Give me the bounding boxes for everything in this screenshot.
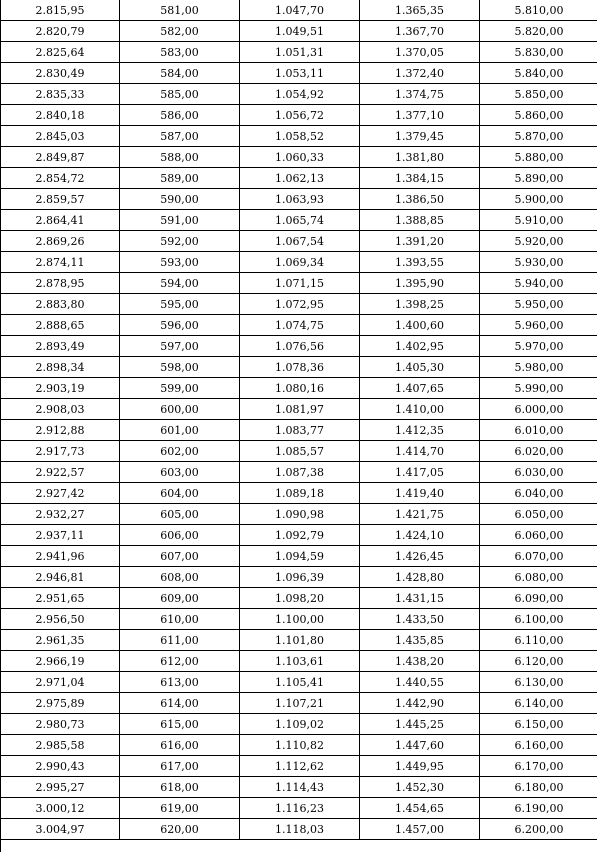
table-row [1,420,597,441]
table-cell-col-4: 1.440,55 [360,672,480,693]
table-cell-col-1: 2.946,81 [1,567,120,588]
table-cell-col-4: 1.431,15 [360,588,480,609]
table-cell-col-4: 1.447,60 [360,735,480,756]
table-cell-col-2: 620,00 [120,819,240,840]
table-cell-col-1: 2.859,57 [1,189,120,210]
table-row [1,0,597,21]
table-cell-col-4: 1.433,50 [360,609,480,630]
table-cell-col-4: 1.412,35 [360,420,480,441]
table-cell-col-5: 6.160,00 [480,735,597,756]
table-cell-col-1: 2.835,33 [1,84,120,105]
table-row [1,819,597,840]
table-cell-col-5: 5.960,00 [480,315,597,336]
table-row [1,777,597,798]
value-table [1,0,597,840]
table-cell-col-4: 1.414,70 [360,441,480,462]
table-cell-col-2: 612,00 [120,651,240,672]
table-cell-col-4: 1.402,95 [360,336,480,357]
table-row [1,609,597,630]
table-cell-col-4: 1.372,40 [360,63,480,84]
table-cell-col-3: 1.089,18 [240,483,360,504]
table-cell-col-2: 596,00 [120,315,240,336]
table-cell-col-3: 1.063,93 [240,189,360,210]
table-cell-col-1: 2.922,57 [1,462,120,483]
table-cell-col-1: 2.845,03 [1,126,120,147]
table-cell-col-4: 1.367,70 [360,21,480,42]
table-cell-col-3: 1.053,11 [240,63,360,84]
table-cell-col-5: 6.200,00 [480,819,597,840]
table-row [1,693,597,714]
table-cell-col-4: 1.388,85 [360,210,480,231]
table-cell-col-1: 2.990,43 [1,756,120,777]
table-cell-col-2: 588,00 [120,147,240,168]
table-row [1,315,597,336]
table-cell-col-3: 1.062,13 [240,168,360,189]
table-cell-col-2: 617,00 [120,756,240,777]
table-row [1,504,597,525]
table-cell-col-3: 1.051,31 [240,42,360,63]
table-cell-col-1: 2.951,65 [1,588,120,609]
table-cell-col-1: 2.878,95 [1,273,120,294]
table-cell-col-2: 618,00 [120,777,240,798]
table-cell-col-1: 2.903,19 [1,378,120,399]
table-cell-col-5: 5.830,00 [480,42,597,63]
table-row [1,525,597,546]
table-row [1,798,597,819]
table-cell-col-3: 1.083,77 [240,420,360,441]
table-cell-col-3: 1.118,03 [240,819,360,840]
table-cell-col-2: 584,00 [120,63,240,84]
table-cell-col-3: 1.071,15 [240,273,360,294]
table-cell-col-3: 1.094,59 [240,546,360,567]
table-cell-col-2: 600,00 [120,399,240,420]
table-cell-col-4: 1.370,05 [360,42,480,63]
table-row [1,399,597,420]
table-cell-col-3: 1.105,41 [240,672,360,693]
table-row [1,210,597,231]
table-cell-col-4: 1.410,00 [360,399,480,420]
value-table-body [1,0,597,840]
table-cell-col-3: 1.081,97 [240,399,360,420]
table-cell-col-2: 610,00 [120,609,240,630]
table-cell-col-2: 619,00 [120,798,240,819]
table-cell-col-4: 1.374,75 [360,84,480,105]
table-cell-col-5: 5.940,00 [480,273,597,294]
table-cell-col-3: 1.054,92 [240,84,360,105]
table-cell-col-1: 2.849,87 [1,147,120,168]
table-cell-col-3: 1.085,57 [240,441,360,462]
table-row [1,546,597,567]
table-cell-col-4: 1.379,45 [360,126,480,147]
table-row [1,588,597,609]
table-row [1,336,597,357]
table-cell-col-4: 1.452,30 [360,777,480,798]
table-cell-col-2: 582,00 [120,21,240,42]
table-cell-col-5: 6.050,00 [480,504,597,525]
table-cell-col-4: 1.391,20 [360,231,480,252]
table-cell-col-4: 1.454,65 [360,798,480,819]
table-cell-col-5: 6.170,00 [480,756,597,777]
table-cell-col-3: 1.090,98 [240,504,360,525]
table-cell-col-3: 1.074,75 [240,315,360,336]
table-cell-col-5: 5.920,00 [480,231,597,252]
table-cell-col-5: 6.060,00 [480,525,597,546]
table-cell-col-1: 2.898,34 [1,357,120,378]
table-cell-col-4: 1.405,30 [360,357,480,378]
table-row [1,630,597,651]
table-cell-col-4: 1.435,85 [360,630,480,651]
table-cell-col-2: 598,00 [120,357,240,378]
table-cell-col-3: 1.076,56 [240,336,360,357]
table-cell-col-3: 1.072,95 [240,294,360,315]
table-cell-col-2: 602,00 [120,441,240,462]
table-cell-col-3: 1.101,80 [240,630,360,651]
table-cell-col-5: 5.810,00 [480,0,597,21]
table-cell-col-1: 2.980,73 [1,714,120,735]
table-row [1,189,597,210]
table-cell-col-1: 3.000,12 [1,798,120,819]
table-cell-col-5: 6.190,00 [480,798,597,819]
table-cell-col-4: 1.457,00 [360,819,480,840]
table-cell-col-2: 614,00 [120,693,240,714]
table-cell-col-1: 2.815,95 [1,0,120,21]
table-cell-col-2: 587,00 [120,126,240,147]
table-cell-col-5: 6.070,00 [480,546,597,567]
table-cell-col-4: 1.426,45 [360,546,480,567]
table-cell-col-2: 611,00 [120,630,240,651]
table-cell-col-4: 1.417,05 [360,462,480,483]
table-cell-col-5: 5.910,00 [480,210,597,231]
table-cell-col-1: 2.869,26 [1,231,120,252]
table-cell-col-5: 6.090,00 [480,588,597,609]
table-cell-col-2: 592,00 [120,231,240,252]
table-cell-col-5: 5.950,00 [480,294,597,315]
table-cell-col-5: 5.880,00 [480,147,597,168]
table-row [1,168,597,189]
table-row [1,672,597,693]
table-cell-col-3: 1.114,43 [240,777,360,798]
table-row [1,441,597,462]
table-cell-col-4: 1.445,25 [360,714,480,735]
table-cell-col-2: 589,00 [120,168,240,189]
table-cell-col-4: 1.438,20 [360,651,480,672]
table-cell-col-2: 586,00 [120,105,240,126]
table-cell-col-1: 2.971,04 [1,672,120,693]
table-cell-col-1: 2.820,79 [1,21,120,42]
table-row [1,294,597,315]
table-cell-col-5: 5.930,00 [480,252,597,273]
table-cell-col-2: 604,00 [120,483,240,504]
table-cell-col-5: 6.080,00 [480,567,597,588]
table-row [1,42,597,63]
table-cell-col-1: 2.966,19 [1,651,120,672]
table-cell-col-5: 5.860,00 [480,105,597,126]
table-row [1,378,597,399]
table-cell-col-3: 1.080,16 [240,378,360,399]
table-cell-col-2: 615,00 [120,714,240,735]
table-cell-col-4: 1.386,50 [360,189,480,210]
table-cell-col-2: 593,00 [120,252,240,273]
table-cell-col-1: 2.937,11 [1,525,120,546]
table-cell-col-4: 1.442,90 [360,693,480,714]
table-row [1,21,597,42]
table-cell-col-5: 6.030,00 [480,462,597,483]
table-row [1,735,597,756]
table-cell-col-5: 6.110,00 [480,630,597,651]
table-cell-col-2: 591,00 [120,210,240,231]
table-cell-col-2: 597,00 [120,336,240,357]
table-row [1,273,597,294]
table-cell-col-4: 1.428,80 [360,567,480,588]
table-cell-col-4: 1.393,55 [360,252,480,273]
table-cell-col-3: 1.112,62 [240,756,360,777]
table-row [1,105,597,126]
table-cell-col-3: 1.103,61 [240,651,360,672]
table-row [1,252,597,273]
table-cell-col-4: 1.449,95 [360,756,480,777]
table-cell-col-3: 1.087,38 [240,462,360,483]
table-cell-col-3: 1.060,33 [240,147,360,168]
table-cell-col-2: 585,00 [120,84,240,105]
table-cell-col-1: 2.874,11 [1,252,120,273]
table-cell-col-4: 1.398,25 [360,294,480,315]
table-cell-col-1: 2.883,80 [1,294,120,315]
table-cell-col-3: 1.110,82 [240,735,360,756]
table-cell-col-1: 2.893,49 [1,336,120,357]
table-cell-col-1: 2.888,65 [1,315,120,336]
table-cell-col-5: 6.150,00 [480,714,597,735]
table-cell-col-1: 2.932,27 [1,504,120,525]
table-cell-col-3: 1.056,72 [240,105,360,126]
table-cell-col-1: 2.840,18 [1,105,120,126]
table-cell-col-3: 1.100,00 [240,609,360,630]
table-row [1,567,597,588]
table-cell-col-1: 2.995,27 [1,777,120,798]
table-row [1,231,597,252]
table-cell-col-5: 6.100,00 [480,609,597,630]
table-cell-col-2: 599,00 [120,378,240,399]
table-cell-col-3: 1.109,02 [240,714,360,735]
table-cell-col-5: 6.180,00 [480,777,597,798]
table-cell-col-4: 1.365,35 [360,0,480,21]
table-cell-col-5: 5.900,00 [480,189,597,210]
table-cell-col-5: 6.000,00 [480,399,597,420]
table-cell-col-4: 1.424,10 [360,525,480,546]
table-cell-col-5: 6.020,00 [480,441,597,462]
table-row [1,126,597,147]
table-cell-col-1: 2.864,41 [1,210,120,231]
table-cell-col-3: 1.116,23 [240,798,360,819]
table-cell-col-2: 607,00 [120,546,240,567]
table-cell-col-2: 581,00 [120,0,240,21]
table-cell-col-1: 2.917,73 [1,441,120,462]
table-cell-col-3: 1.078,36 [240,357,360,378]
table-cell-col-1: 3.004,97 [1,819,120,840]
table-cell-col-1: 2.956,50 [1,609,120,630]
table-cell-col-2: 601,00 [120,420,240,441]
table-cell-col-2: 590,00 [120,189,240,210]
table-cell-col-1: 2.941,96 [1,546,120,567]
table-row [1,63,597,84]
table-cell-col-2: 605,00 [120,504,240,525]
table-cell-col-5: 5.850,00 [480,84,597,105]
table-cell-col-5: 6.130,00 [480,672,597,693]
table-cell-col-4: 1.377,10 [360,105,480,126]
table-cell-col-4: 1.400,60 [360,315,480,336]
table-cell-col-1: 2.825,64 [1,42,120,63]
table-cell-col-5: 5.970,00 [480,336,597,357]
table-cell-col-3: 1.098,20 [240,588,360,609]
table-cell-col-1: 2.908,03 [1,399,120,420]
table-cell-col-2: 609,00 [120,588,240,609]
table-cell-col-1: 2.830,49 [1,63,120,84]
table-cell-col-2: 616,00 [120,735,240,756]
table-cell-col-2: 595,00 [120,294,240,315]
table-cell-col-4: 1.419,40 [360,483,480,504]
table-cell-col-1: 2.912,88 [1,420,120,441]
table-cell-col-2: 613,00 [120,672,240,693]
table-cell-col-5: 6.120,00 [480,651,597,672]
table-cell-col-2: 594,00 [120,273,240,294]
table-row [1,483,597,504]
table-cell-col-3: 1.069,34 [240,252,360,273]
table-cell-col-1: 2.927,42 [1,483,120,504]
table-row [1,714,597,735]
table-cell-col-2: 606,00 [120,525,240,546]
table-cell-col-1: 2.961,35 [1,630,120,651]
table-cell-col-4: 1.381,80 [360,147,480,168]
table-row [1,147,597,168]
table-cell-col-3: 1.047,70 [240,0,360,21]
table-cell-col-1: 2.985,58 [1,735,120,756]
table-cell-col-3: 1.065,74 [240,210,360,231]
table-cell-col-5: 6.140,00 [480,693,597,714]
table-row [1,357,597,378]
table-cell-col-4: 1.395,90 [360,273,480,294]
table-cell-col-5: 5.980,00 [480,357,597,378]
table-cell-col-4: 1.421,75 [360,504,480,525]
table-cell-col-2: 583,00 [120,42,240,63]
table-cell-col-3: 1.107,21 [240,693,360,714]
table-cell-col-3: 1.067,54 [240,231,360,252]
table-cell-col-4: 1.384,15 [360,168,480,189]
table-cell-col-3: 1.058,52 [240,126,360,147]
table-row [1,84,597,105]
table-row [1,756,597,777]
table-cell-col-5: 5.870,00 [480,126,597,147]
table-cell-col-5: 5.990,00 [480,378,597,399]
table-cell-col-5: 5.840,00 [480,63,597,84]
table-cell-col-3: 1.049,51 [240,21,360,42]
table-cell-col-3: 1.092,79 [240,525,360,546]
table-cell-col-5: 6.010,00 [480,420,597,441]
table-cell-col-5: 5.820,00 [480,21,597,42]
table-cell-col-3: 1.096,39 [240,567,360,588]
table-cell-col-5: 5.890,00 [480,168,597,189]
table-cell-col-5: 6.040,00 [480,483,597,504]
table-cell-col-1: 2.975,89 [1,693,120,714]
table-cell-col-2: 608,00 [120,567,240,588]
table-row [1,651,597,672]
table-cell-col-4: 1.407,65 [360,378,480,399]
table-cell-col-2: 603,00 [120,462,240,483]
table-row [1,462,597,483]
table-cell-col-1: 2.854,72 [1,168,120,189]
